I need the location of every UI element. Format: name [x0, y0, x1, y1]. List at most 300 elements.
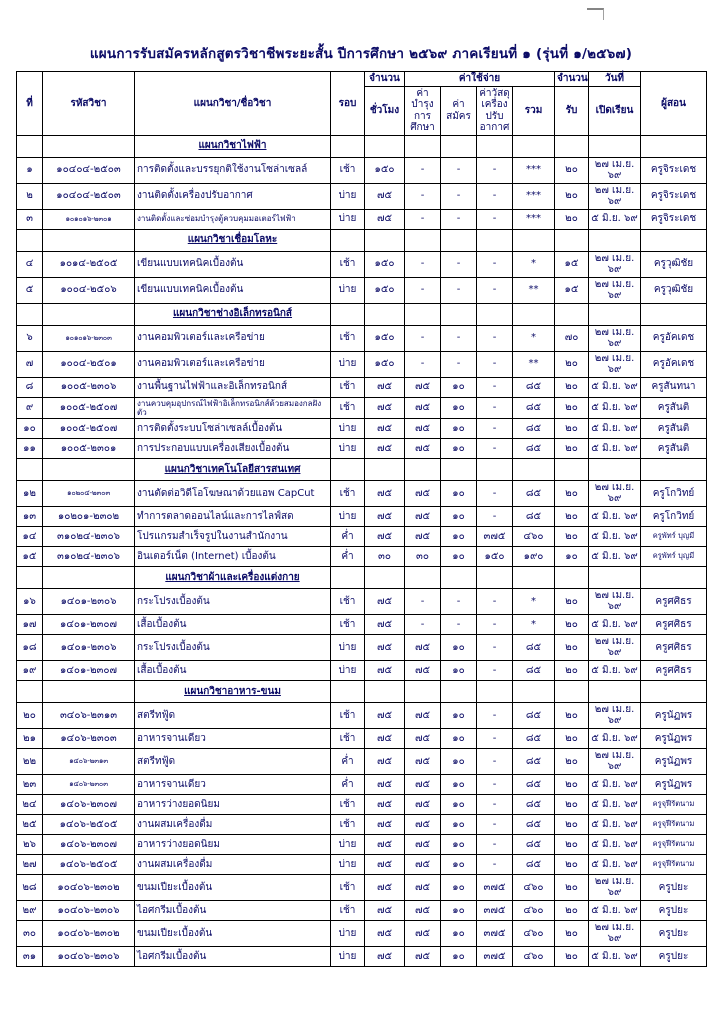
row-round: เช้า	[331, 728, 365, 748]
course-schedule-table	[16, 71, 707, 967]
row-fee-apply: ๑๐	[441, 834, 477, 854]
row-hours: ๗๕	[365, 526, 405, 546]
row-fee-study: ๗๕	[405, 814, 441, 834]
row-no: ๑๖	[17, 588, 43, 614]
row-open-date: ๕ มิ.ย. ๖๙	[589, 418, 641, 438]
row-open-date: ๕ มิ.ย. ๖๙	[589, 900, 641, 920]
table-row	[17, 774, 707, 794]
header-seats-group: จำนวน	[555, 72, 589, 87]
group-row-no	[17, 303, 43, 325]
row-fee-study: ๗๕	[405, 854, 441, 874]
row-subject-name: ทำการตลาดออนไลน์และการไลฟ์สด	[135, 506, 331, 526]
row-no: ๒๔	[17, 794, 43, 814]
row-subject-name: เขียนแบบเทคนิคเบื้องต้น	[135, 277, 331, 303]
row-subject-name: งานติดตั้งเครื่องปรับอากาศ	[135, 183, 331, 209]
row-subject-name: งานควบคุมอุปกรณ์ไฟฟ้าอิเล็กทรอนิกส์ด้วยสมองกลฝังตัว	[135, 397, 331, 418]
row-course-code: ๑๔๐๑-๒๓๐๗	[43, 614, 135, 634]
row-subject-name: ไอศกรีมเบื้องต้น	[135, 946, 331, 966]
group-row-spacer	[641, 566, 707, 588]
group-row-spacer	[589, 458, 641, 480]
group-row-spacer	[513, 566, 555, 588]
row-teacher: ครูศศิธร	[641, 614, 707, 634]
row-fee-apply: ๑๐	[441, 377, 477, 397]
row-seats: ๒๐	[555, 351, 589, 377]
row-fee-study: ๗๕	[405, 418, 441, 438]
row-fee-study: ๗๕	[405, 702, 441, 728]
row-course-code: ๑๐๔๐๔-๒๕๐๓	[43, 183, 135, 209]
row-no: ๘	[17, 377, 43, 397]
table-row	[17, 377, 707, 397]
row-fee-total: *	[513, 251, 555, 277]
row-open-date: ๒๗ เม.ย. ๖๙	[589, 277, 641, 303]
row-open-date: ๕ มิ.ย. ๖๙	[589, 946, 641, 966]
table-row	[17, 546, 707, 566]
row-fee-material: -	[477, 418, 513, 438]
row-subject-name: ขนมเปียะเบื้องต้น	[135, 920, 331, 946]
row-teacher: ครูปยะ	[641, 946, 707, 966]
group-row-spacer	[477, 135, 513, 157]
row-course-code: ๑๔๐๖-๒๓๐๓	[43, 728, 135, 748]
row-fee-total: ๔๖๐	[513, 874, 555, 900]
row-hours: ๗๕	[365, 397, 405, 418]
row-round: ค่ำ	[331, 546, 365, 566]
row-fee-apply: ๑๐	[441, 774, 477, 794]
header-no: ที่	[17, 72, 43, 136]
row-open-date: ๕ มิ.ย. ๖๙	[589, 526, 641, 546]
row-fee-study: -	[405, 251, 441, 277]
header-fee-study: ค่าบำรุงการศึกษา	[405, 86, 441, 135]
group-row-spacer	[405, 680, 441, 702]
row-seats: ๒๐	[555, 506, 589, 526]
row-open-date: ๒๗ เม.ย. ๖๙	[589, 634, 641, 660]
group-row-spacer	[641, 458, 707, 480]
row-subject-name: เขียนแบบเทคนิคเบื้องต้น	[135, 251, 331, 277]
row-teacher: ครูศศิธร	[641, 660, 707, 680]
row-hours: ๓๐	[365, 546, 405, 566]
row-round: บ่าย	[331, 183, 365, 209]
group-row-no	[17, 135, 43, 157]
header-fee-material: ค่าวัสดุเครื่องปรับอากาศ	[477, 86, 513, 135]
row-subject-name: สตรีทฟู้ด	[135, 748, 331, 774]
row-fee-study: ๓๐	[405, 546, 441, 566]
row-fee-apply: ๑๐	[441, 702, 477, 728]
row-course-code: ๑๔๐๖-๒๓๑๓	[43, 748, 135, 774]
header-subject: แผนกวิชา/ชื่อวิชา	[135, 72, 331, 136]
row-course-code: ๑๐๐๕-๒๕๐๗	[43, 418, 135, 438]
row-fee-material: -	[477, 614, 513, 634]
header-hours-group: จำนวน	[365, 72, 405, 87]
row-course-code: ๑๔๐๑-๒๓๐๖	[43, 634, 135, 660]
row-subject-name: งานพื้นฐานไฟฟ้าและอิเล็กทรอนิกส์	[135, 377, 331, 397]
row-hours: ๗๕	[365, 900, 405, 920]
row-course-code: ๑๐๐๕-๒๕๐๗	[43, 397, 135, 418]
row-open-date: ๕ มิ.ย. ๖๙	[589, 614, 641, 634]
row-fee-total: *	[513, 588, 555, 614]
row-fee-total: ๘๕	[513, 377, 555, 397]
row-fee-material: -	[477, 209, 513, 229]
row-seats: ๒๐	[555, 183, 589, 209]
group-row-no	[17, 458, 43, 480]
row-fee-total: ๘๕	[513, 834, 555, 854]
row-round: บ่าย	[331, 277, 365, 303]
row-open-date: ๕ มิ.ย. ๖๙	[589, 506, 641, 526]
table-row	[17, 325, 707, 351]
row-no: ๕	[17, 277, 43, 303]
row-hours: ๗๕	[365, 506, 405, 526]
row-teacher: ครูนัฏพร	[641, 728, 707, 748]
row-hours: ๗๕	[365, 728, 405, 748]
row-open-date: ๒๗ เม.ย. ๖๙	[589, 920, 641, 946]
row-fee-apply: ๑๐	[441, 900, 477, 920]
row-no: ๑๙	[17, 660, 43, 680]
row-fee-material: -	[477, 438, 513, 458]
row-course-code: ๓๑๐๒๔-๒๓๐๖	[43, 546, 135, 566]
group-row-code	[43, 566, 135, 588]
table-row	[17, 438, 707, 458]
row-fee-material: ๑๕๐	[477, 546, 513, 566]
table-row	[17, 614, 707, 634]
row-hours: ๑๕๐	[365, 277, 405, 303]
header-fee-apply: ค่าสมัคร	[441, 86, 477, 135]
row-course-code: ๑๐๐๔-๒๕๐๑	[43, 351, 135, 377]
group-row-spacer	[405, 566, 441, 588]
row-hours: ๗๕	[365, 702, 405, 728]
row-course-code: ๑๔๐๖-๒๓๐๗	[43, 834, 135, 854]
row-subject-name: เสื้อเบื้องต้น	[135, 660, 331, 680]
row-no: ๙	[17, 397, 43, 418]
group-row-code	[43, 135, 135, 157]
row-fee-study: ๗๕	[405, 634, 441, 660]
row-round: เช้า	[331, 325, 365, 351]
scan-corner-mark	[587, 8, 604, 20]
row-teacher: ครูจุฬีรัตนาม	[641, 814, 707, 834]
row-no: ๓๑	[17, 946, 43, 966]
row-fee-study: ๗๕	[405, 660, 441, 680]
row-fee-total: ๘๕	[513, 438, 555, 458]
table-row	[17, 588, 707, 614]
table-row	[17, 900, 707, 920]
row-hours: ๗๕	[365, 480, 405, 506]
row-open-date: ๕ มิ.ย. ๖๙	[589, 397, 641, 418]
row-fee-material: -	[477, 397, 513, 418]
table-row	[17, 183, 707, 209]
row-open-date: ๕ มิ.ย. ๖๙	[589, 546, 641, 566]
row-fee-total: ๘๕	[513, 480, 555, 506]
row-fee-material: -	[477, 834, 513, 854]
row-no: ๑๕	[17, 546, 43, 566]
row-teacher: ครูวุฒิชัย	[641, 277, 707, 303]
row-fee-study: ๗๕	[405, 874, 441, 900]
row-fee-study: -	[405, 614, 441, 634]
header-round: รอบ	[331, 72, 365, 136]
row-round: เช้า	[331, 397, 365, 418]
row-fee-total: **	[513, 277, 555, 303]
table-body	[17, 135, 707, 966]
row-fee-study: ๗๕	[405, 834, 441, 854]
table-row	[17, 814, 707, 834]
row-subject-name: งานผสมเครื่องดื่ม	[135, 854, 331, 874]
row-fee-study: ๗๕	[405, 506, 441, 526]
row-round: เช้า	[331, 614, 365, 634]
row-fee-apply: ๑๐	[441, 438, 477, 458]
table-row	[17, 526, 707, 546]
row-subject-name: งานติดตั้งและซ่อมบำรุงตู้ควบคุมมอเตอร์ไฟฟ้า	[135, 209, 331, 229]
group-row-spacer	[513, 303, 555, 325]
row-seats: ๒๐	[555, 377, 589, 397]
row-no: ๒๙	[17, 900, 43, 920]
header-hours: ชั่วโมง	[365, 86, 405, 135]
row-fee-material: -	[477, 506, 513, 526]
row-fee-total: ๘๕	[513, 814, 555, 834]
group-row-spacer	[365, 229, 405, 251]
row-open-date: ๒๗ เม.ย. ๖๙	[589, 183, 641, 209]
group-row-no	[17, 229, 43, 251]
row-hours: ๗๕	[365, 834, 405, 854]
row-hours: ๗๕	[365, 377, 405, 397]
group-row-spacer	[641, 303, 707, 325]
row-seats: ๒๐	[555, 920, 589, 946]
row-round: บ่าย	[331, 660, 365, 680]
row-round: เช้า	[331, 377, 365, 397]
header-seats: รับ	[555, 86, 589, 135]
row-no: ๒๓	[17, 774, 43, 794]
row-open-date: ๒๗ เม.ย. ๖๙	[589, 748, 641, 774]
row-course-code: ๑๐๑๐๑๖-๒๓๐๑	[43, 209, 135, 229]
row-course-code: ๑๐๒๐๑-๒๓๐๒	[43, 506, 135, 526]
row-subject-name: การติดตั้งและบรรยุกติใช้งานโซล่าเซลล์	[135, 157, 331, 183]
table-row	[17, 506, 707, 526]
row-fee-study: ๗๕	[405, 480, 441, 506]
group-row-spacer	[555, 566, 589, 588]
row-subject-name: กระโปรงเบื้องต้น	[135, 588, 331, 614]
group-row-no	[17, 566, 43, 588]
row-seats: ๗๐	[555, 325, 589, 351]
department-group-name: แผนกวิชาเชื่อมโลหะ	[135, 229, 331, 251]
row-fee-total: ***	[513, 157, 555, 183]
row-fee-study: ๗๕	[405, 794, 441, 814]
header-code: รหัสวิชา	[43, 72, 135, 136]
row-fee-total: ๑๙๐	[513, 546, 555, 566]
row-subject-name: อาหารจานเดียว	[135, 728, 331, 748]
row-fee-apply: -	[441, 209, 477, 229]
group-row-spacer	[589, 135, 641, 157]
group-row-spacer	[331, 303, 365, 325]
table-row	[17, 794, 707, 814]
group-row-spacer	[589, 229, 641, 251]
row-no: ๑๓	[17, 506, 43, 526]
row-hours: ๗๕	[365, 854, 405, 874]
group-row-spacer	[331, 680, 365, 702]
row-fee-total: *	[513, 614, 555, 634]
row-seats: ๑๕	[555, 277, 589, 303]
table-row	[17, 351, 707, 377]
row-subject-name: ไอศกรีมเบื้องต้น	[135, 900, 331, 920]
table-row	[17, 728, 707, 748]
row-hours: ๗๕	[365, 920, 405, 946]
row-open-date: ๕ มิ.ย. ๖๙	[589, 728, 641, 748]
row-fee-total: ๘๕	[513, 794, 555, 814]
row-open-date: ๕ มิ.ย. ๖๙	[589, 209, 641, 229]
row-fee-study: -	[405, 588, 441, 614]
row-course-code: ๑๔๐๖-๒๕๐๕	[43, 814, 135, 834]
row-fee-apply: ๑๐	[441, 728, 477, 748]
row-fee-study: ๗๕	[405, 438, 441, 458]
row-fee-total: ๘๕	[513, 634, 555, 660]
row-fee-study: ๗๕	[405, 397, 441, 418]
group-row-spacer	[405, 229, 441, 251]
table-row	[17, 854, 707, 874]
row-fee-study: -	[405, 183, 441, 209]
row-course-code: ๑๔๐๑-๒๓๐๗	[43, 660, 135, 680]
row-open-date: ๒๗ เม.ย. ๖๙	[589, 157, 641, 183]
row-seats: ๒๐	[555, 854, 589, 874]
row-hours: ๗๕	[365, 634, 405, 660]
row-course-code: ๓๔๐๖-๒๓๑๓	[43, 702, 135, 728]
group-row-spacer	[365, 135, 405, 157]
row-subject-name: อาหารว่างยอดนิยม	[135, 834, 331, 854]
table-row	[17, 157, 707, 183]
row-open-date: ๕ มิ.ย. ๖๙	[589, 774, 641, 794]
group-row-spacer	[641, 229, 707, 251]
row-seats: ๒๐	[555, 480, 589, 506]
row-fee-total: ๘๕	[513, 748, 555, 774]
table-row	[17, 834, 707, 854]
row-fee-apply: ๑๐	[441, 418, 477, 438]
row-teacher: ครูสันติ	[641, 438, 707, 458]
row-no: ๑๗	[17, 614, 43, 634]
group-row-code	[43, 458, 135, 480]
row-fee-apply: ๑๐	[441, 660, 477, 680]
row-seats: ๑๐	[555, 546, 589, 566]
row-teacher: ครูศศิธร	[641, 634, 707, 660]
group-row-spacer	[441, 229, 477, 251]
row-fee-apply: -	[441, 325, 477, 351]
row-teacher: ครูสันติ	[641, 397, 707, 418]
row-fee-apply: ๑๐	[441, 506, 477, 526]
group-row-spacer	[513, 229, 555, 251]
row-fee-apply: -	[441, 251, 477, 277]
row-seats: ๒๐	[555, 874, 589, 900]
row-teacher: ครูศศิธร	[641, 588, 707, 614]
row-fee-apply: -	[441, 183, 477, 209]
row-seats: ๒๐	[555, 774, 589, 794]
row-subject-name: งานผสมเครื่องดื่ม	[135, 814, 331, 834]
row-subject-name: งานตัดต่อวิดีโอโฆษณาด้วยแอพ CapCut	[135, 480, 331, 506]
row-round: เช้า	[331, 900, 365, 920]
department-group-name: แผนกวิชาไฟฟ้า	[135, 135, 331, 157]
group-row-spacer	[365, 303, 405, 325]
row-round: บ่าย	[331, 438, 365, 458]
row-round: บ่าย	[331, 920, 365, 946]
row-fee-material: -	[477, 794, 513, 814]
row-course-code: ๑๐๐๔-๒๕๐๖	[43, 277, 135, 303]
row-round: เช้า	[331, 814, 365, 834]
row-round: ค่ำ	[331, 526, 365, 546]
row-fee-material: -	[477, 748, 513, 774]
table-row	[17, 480, 707, 506]
header-teacher: ผู้สอน	[641, 72, 707, 136]
row-course-code: ๑๐๔๐๖-๒๓๐๖	[43, 900, 135, 920]
row-hours: ๑๕๐	[365, 351, 405, 377]
group-row-spacer	[405, 458, 441, 480]
row-fee-apply: -	[441, 277, 477, 303]
row-no: ๒๕	[17, 814, 43, 834]
row-seats: ๒๐	[555, 946, 589, 966]
row-fee-total: ๔๖๐	[513, 946, 555, 966]
row-teacher: ครูจุฬีรัตนาม	[641, 794, 707, 814]
row-fee-apply: -	[441, 351, 477, 377]
row-course-code: ๑๐๑๐๑๖-๒๓๐๓	[43, 325, 135, 351]
row-no: ๖	[17, 325, 43, 351]
row-teacher: ครูพัทร์ บุญมี	[641, 546, 707, 566]
row-subject-name: งานคอมพิวเตอร์และเครือข่าย	[135, 351, 331, 377]
group-row-spacer	[477, 458, 513, 480]
row-course-code: ๑๐๐๕-๒๓๐๖	[43, 377, 135, 397]
row-round: บ่าย	[331, 418, 365, 438]
row-no: ๓	[17, 209, 43, 229]
group-row-code	[43, 229, 135, 251]
group-row-spacer	[405, 135, 441, 157]
row-open-date: ๒๗ เม.ย. ๖๙	[589, 480, 641, 506]
row-fee-material: -	[477, 588, 513, 614]
row-seats: ๑๕	[555, 251, 589, 277]
row-fee-total: *	[513, 325, 555, 351]
row-teacher: ครูนัฏพร	[641, 774, 707, 794]
group-row-spacer	[555, 229, 589, 251]
row-hours: ๗๕	[365, 814, 405, 834]
row-fee-study: ๗๕	[405, 920, 441, 946]
row-no: ๒๗	[17, 854, 43, 874]
row-hours: ๗๕	[365, 209, 405, 229]
row-course-code: ๑๐๔๐๖-๒๓๐๒	[43, 920, 135, 946]
row-fee-apply: ๑๐	[441, 920, 477, 946]
row-fee-material: -	[477, 183, 513, 209]
row-seats: ๒๐	[555, 614, 589, 634]
row-fee-total: ๘๕	[513, 660, 555, 680]
row-fee-total: ๘๕	[513, 702, 555, 728]
row-fee-material: -	[477, 277, 513, 303]
header-date-open: เปิดเรียน	[589, 86, 641, 135]
group-row-spacer	[513, 680, 555, 702]
row-fee-total: ๘๕	[513, 774, 555, 794]
row-course-code: ๑๔๐๖-๒๕๐๕	[43, 854, 135, 874]
header-row-1	[17, 72, 707, 87]
row-fee-total: ***	[513, 209, 555, 229]
row-fee-material: -	[477, 157, 513, 183]
row-course-code: ๑๔๐๖-๒๓๐๓	[43, 774, 135, 794]
row-no: ๒๑	[17, 728, 43, 748]
row-teacher: ครูจิระเดช	[641, 157, 707, 183]
row-no: ๒๒	[17, 748, 43, 774]
row-seats: ๒๐	[555, 660, 589, 680]
row-fee-study: ๗๕	[405, 774, 441, 794]
group-row-spacer	[641, 135, 707, 157]
group-row-spacer	[477, 680, 513, 702]
row-fee-material: ๓๗๕	[477, 920, 513, 946]
row-seats: ๒๐	[555, 834, 589, 854]
row-course-code: ๑๐๔๐๖-๒๓๐๒	[43, 874, 135, 900]
row-hours: ๑๕๐	[365, 157, 405, 183]
row-fee-material: -	[477, 660, 513, 680]
row-fee-material: -	[477, 351, 513, 377]
row-course-code: ๑๐๔๐๖-๒๓๐๖	[43, 946, 135, 966]
group-row-spacer	[441, 303, 477, 325]
row-fee-study: ๗๕	[405, 946, 441, 966]
row-teacher: ครูจุฬีรัตนาม	[641, 834, 707, 854]
row-hours: ๗๕	[365, 418, 405, 438]
row-fee-apply: -	[441, 614, 477, 634]
row-fee-apply: ๑๐	[441, 634, 477, 660]
